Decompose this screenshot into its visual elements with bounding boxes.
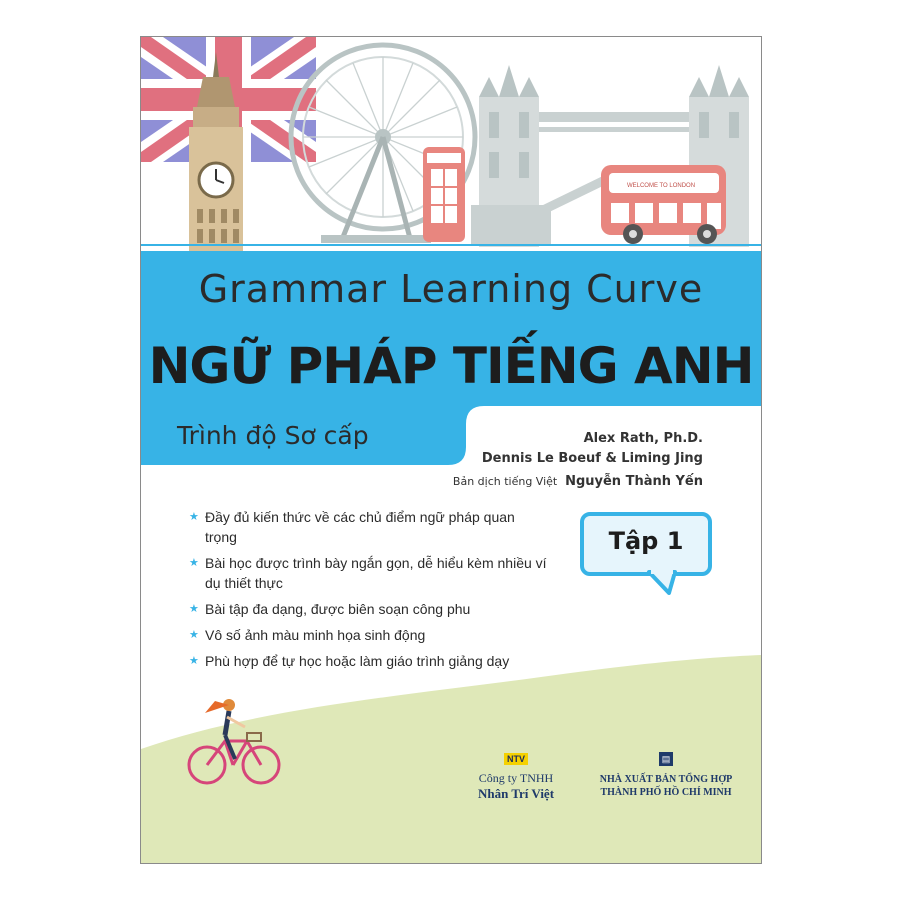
- authors-block: [453, 429, 703, 494]
- ntv-logo: NTV: [504, 753, 528, 765]
- cyclist-illustration: [185, 697, 285, 789]
- feature-item: ★ Bài học được trình bày ngắn gọn, dễ hiểu kèm nhiều ví dụ thiết thực: [189, 555, 547, 591]
- star-icon: ★: [189, 603, 199, 615]
- bus-sign: WELCOME TO LONDON: [626, 183, 696, 189]
- feature-item: ★ Phù hợp để tự học hoặc làm giáo trình giảng dạy: [189, 653, 510, 669]
- publisher-ntv: [451, 749, 581, 802]
- star-icon: ★: [189, 511, 199, 523]
- publisher-nxb: [581, 749, 751, 799]
- publisher-nxb-line2: THÀNH PHỐ HỒ CHÍ MINH: [600, 787, 732, 798]
- phone-booth-illustration: [423, 147, 465, 242]
- author-1: Alex Rath, Ph.D.: [583, 431, 703, 446]
- double-decker-bus-illustration: [601, 165, 726, 244]
- nxb-logo-icon: ▤: [659, 752, 673, 766]
- title-vietnamese: NGỮ PHÁP TIẾNG ANH: [148, 337, 754, 395]
- london-illustration: [141, 37, 761, 252]
- level-label: Trình độ Sơ cấp: [177, 421, 369, 450]
- star-icon: ★: [189, 557, 199, 569]
- star-icon: ★: [189, 655, 199, 667]
- author-2: Dennis Le Boeuf & Liming Jing: [481, 451, 703, 466]
- publisher-ntv-line2: Nhân Trí Việt: [477, 786, 555, 801]
- feature-item: ★ Bài tập đa dạng, được biên soạn công phu: [189, 601, 471, 617]
- title-english: Grammar Learning Curve: [198, 267, 704, 311]
- volume-label: Tập 1: [608, 527, 684, 555]
- book-cover: [140, 36, 762, 864]
- translation-label: Bản dịch tiếng Việt: [452, 475, 558, 488]
- publisher-nxb-line1: NHÀ XUẤT BẢN TỔNG HỢP: [599, 774, 733, 785]
- feature-item: ★ Vô số ảnh màu minh họa sinh động: [189, 627, 426, 643]
- star-icon: ★: [189, 629, 199, 641]
- translator-name: Nguyễn Thành Yến: [565, 474, 703, 489]
- publisher-ntv-line1: Công ty TNHH: [478, 771, 554, 785]
- translator-line: [453, 469, 703, 494]
- feature-item: ★ Đầy đủ kiến thức về các chủ điểm ngữ pháp quan trọng: [189, 509, 515, 545]
